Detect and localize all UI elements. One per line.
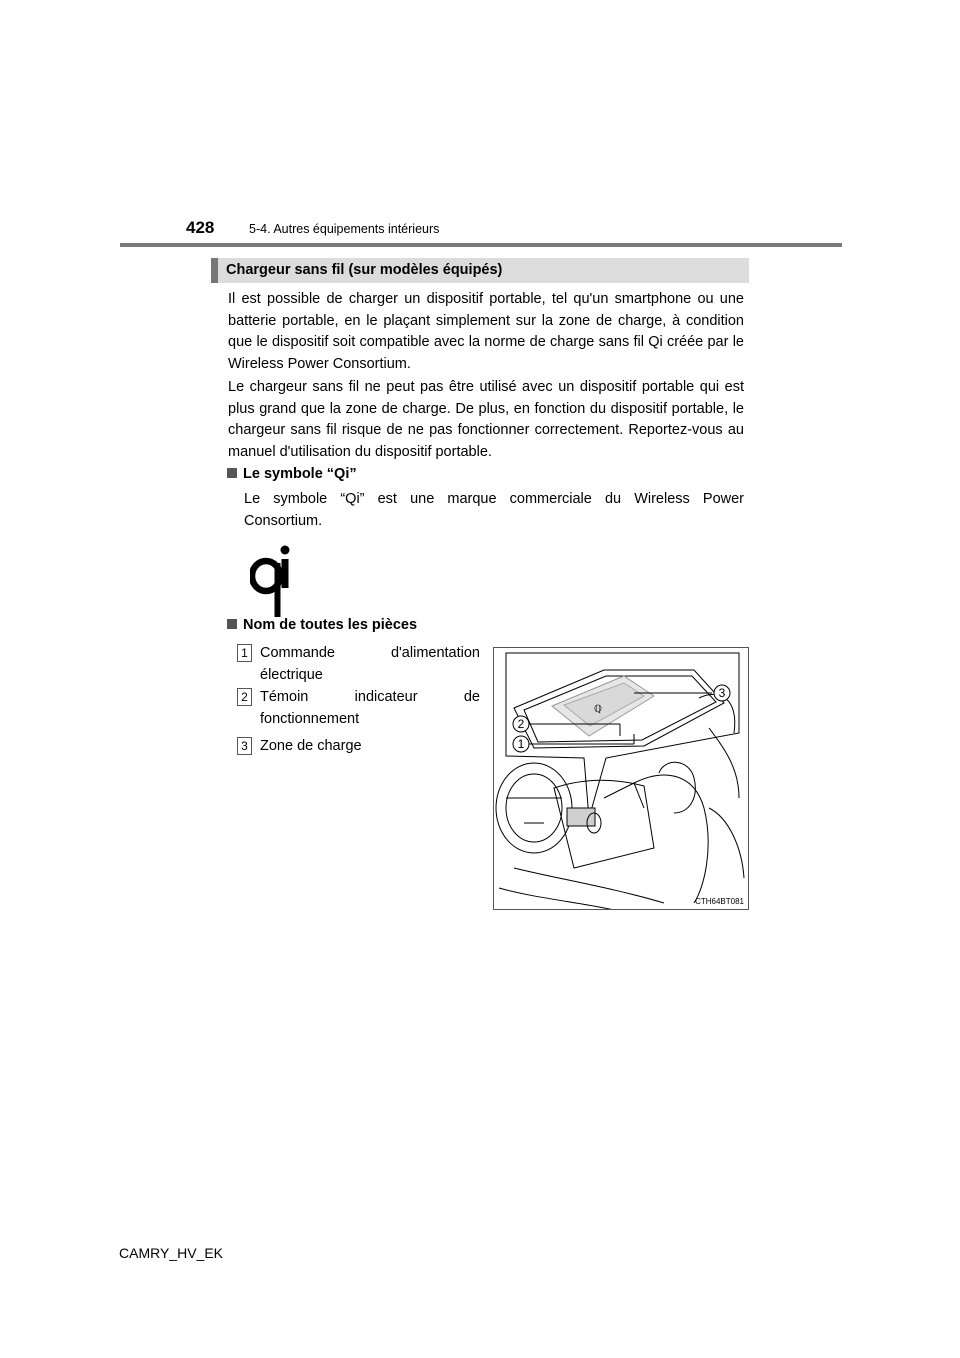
subheading-qi-symbol	[227, 466, 357, 482]
subheading-text: Nom de toutes les pièces	[243, 617, 418, 633]
subheading-parts	[227, 617, 417, 633]
item-text: Zone de charge	[260, 738, 362, 754]
square-bullet-icon	[227, 619, 237, 629]
section-title: 5-4. Autres équipements intérieurs	[249, 222, 440, 236]
wireless-charger-figure	[493, 647, 749, 910]
figure-callout-3: 3	[718, 686, 726, 700]
paragraph-limitations: Le chargeur sans fil ne peut pas être utilisé avec un dispositif portable qui est plus grand que la zone de charge. De plus, en fonction du dispositif portable, le chargeur sans fil risque de ne pas fonctionner correctement. Reportez-vous au manuel d'utilisation du dispositif portable.	[228, 379, 744, 461]
svg-text:ℚ: ℚ	[594, 704, 602, 715]
header-rule	[120, 243, 842, 247]
paragraph-intro: Il est possible de charger un dispositif portable, tel qu'un smartphone ou une batterie portable, en le plaçant simplement sur la zone de charge, à condition que le dispositif soit compatible avec la norme de charge sans fil Qi créée par le Wireless Power Consortium.	[228, 291, 744, 373]
item-number: 3	[237, 737, 252, 755]
item-text: Commande d'alimentation électrique	[260, 645, 480, 683]
item-number: 1	[237, 644, 252, 662]
page-number: 428	[186, 218, 215, 237]
section-box-header	[211, 258, 749, 283]
figure-callout-2: 2	[517, 717, 525, 731]
section-box-title: Chargeur sans fil (sur modèles équipés)	[226, 262, 503, 278]
subheading-text: Le symbole “Qi”	[243, 466, 357, 482]
qi-logo-icon	[250, 545, 296, 617]
paragraph-qi-trademark: Le symbole “Qi” est une marque commerciale du Wireless Power Consortium.	[244, 491, 744, 529]
item-text: Témoin indicateur de fonctionnement	[260, 689, 480, 727]
figure-code: CTH64BT081	[695, 897, 744, 906]
item-number: 2	[237, 688, 252, 706]
square-bullet-icon	[227, 468, 237, 478]
figure-callout-1: 1	[517, 737, 525, 751]
footer-model: CAMRY_HV_EK	[119, 1245, 224, 1261]
